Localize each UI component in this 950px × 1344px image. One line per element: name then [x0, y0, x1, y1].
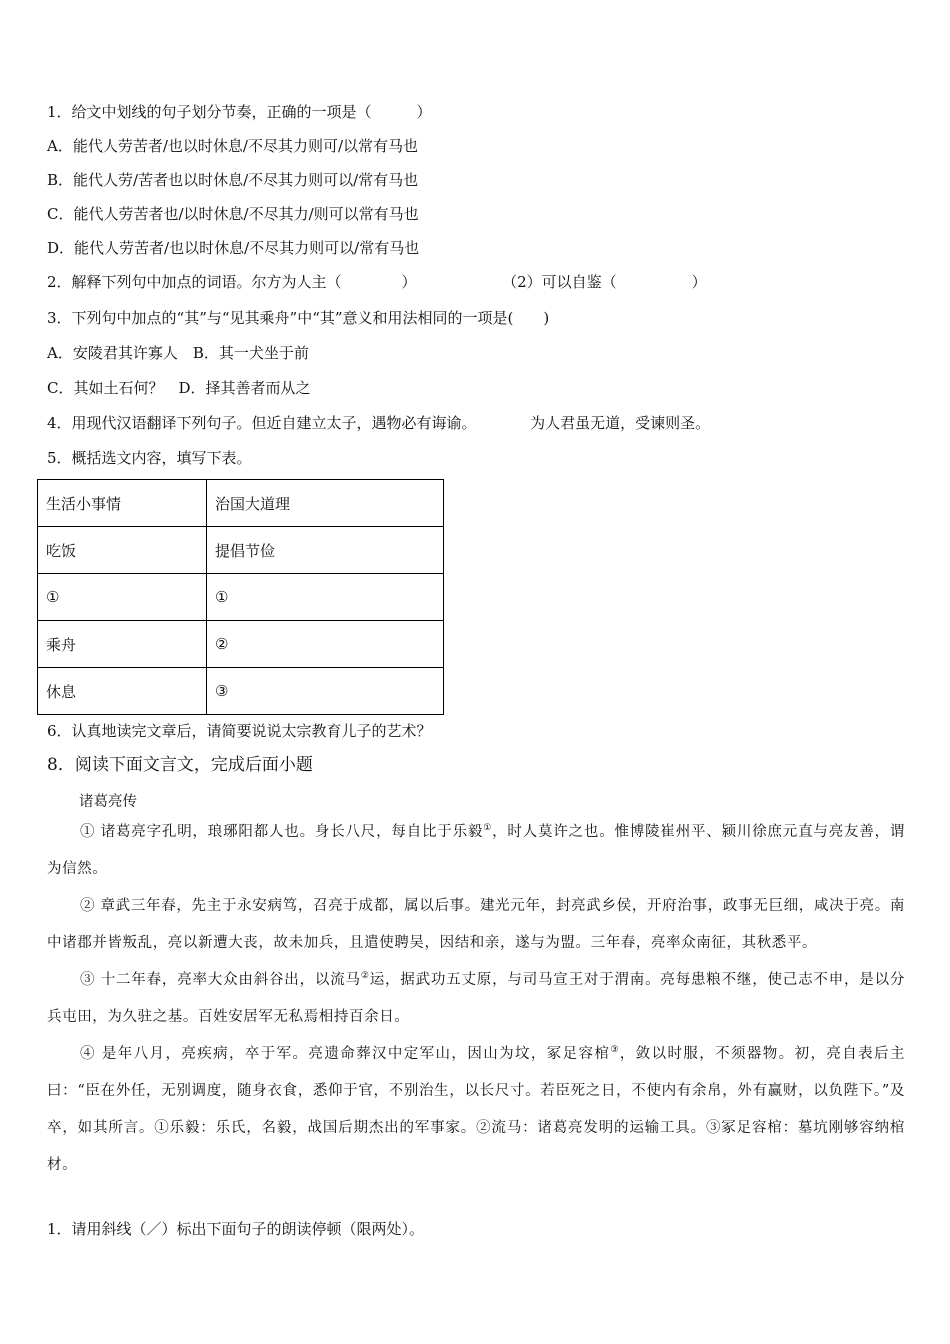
table-cell: 治国大道理	[207, 480, 444, 527]
table-cell: 生活小事情	[38, 480, 207, 527]
table-cell: ①	[207, 574, 444, 621]
question-1-stem: 1．给文中划线的句子划分节奏，正确的一项是（ ）	[47, 103, 432, 121]
question-4-part-1: 4．用现代汉语翻译下列句子。但近自建立太子，遇物必有诲谕。	[47, 414, 477, 432]
question-3-options-row-1: A．安陵君其许寡人 B．其一犬坐于前	[47, 344, 309, 362]
summary-table	[37, 479, 444, 715]
passage-title: 诸葛亮传	[79, 794, 137, 810]
table-row	[38, 480, 444, 527]
table-cell: 乘舟	[38, 621, 207, 668]
question-1-option-d: D．能代人劳苦者/也以时休息/不尽其力则可以/常有马也	[47, 239, 420, 257]
question-1-option-a: A．能代人劳苦者/也以时休息/不尽其力则可/以常有马也	[47, 137, 418, 155]
question-6-stem: 6．认真地读完文章后，请简要说说太宗教育儿子的艺术？	[47, 722, 432, 740]
passage-paragraph-2: ② 章武三年春，先主于永安病笃，召亮于成都，属以后事。建光元年，封亮武乡侯，开府治事，政事无巨细，咸决于亮。南中诸郡并皆叛乱，亮以新遭大丧，故未加兵，且遣使聘吴，因结和亲，遂与为盟。三年春，亮率众南征，其秋悉平。	[47, 898, 905, 951]
table-cell: 休息	[38, 668, 207, 715]
question-2-part-2: （2）可以自鉴（ ）	[502, 273, 707, 291]
table-cell: ②	[207, 621, 444, 668]
section-8-heading: 8．阅读下面文言文，完成后面小题	[47, 755, 313, 775]
table-row	[38, 668, 444, 715]
question-3-options-row-2: C．其如土石何？ D．择其善者而从之	[47, 379, 311, 397]
table-cell: ①	[38, 574, 207, 621]
passage-paragraph-3: ③ 十二年春，亮率大众由斜谷出，以流马②运，据武功五丈原，与司马宣王对于渭南。亮每患粮不继，使己志不申，是以分兵屯田，为久驻之基。百姓安居军无私焉相持百余日。	[47, 971, 905, 1025]
question-2	[47, 272, 707, 292]
table-row	[38, 527, 444, 574]
passage-paragraph-1: ① 诸葛亮字孔明，琅琊阳都人也。身长八尺，每自比于乐毅①，时人莫许之也。惟博陵崔州平、颍川徐庶元直与亮友善，谓为信然。	[47, 823, 905, 877]
question-1-option-b: B．能代人劳/苦者也以时休息/不尽其力则可以/常有马也	[47, 171, 419, 189]
question-3-stem: 3．下列句中加点的“其”与“见其乘舟”中“其”意义和用法相同的一项是( )	[47, 309, 550, 327]
table-cell: 吃饭	[38, 527, 207, 574]
table-cell: 提倡节俭	[207, 527, 444, 574]
passage-body	[47, 814, 905, 1184]
question-8-1-stem: 1．请用斜线（／）标出下面句子的朗读停顿（限两处）。	[47, 1220, 425, 1238]
passage-paragraph-4: ④ 是年八月，亮疾病，卒于军。亮遗命葬汉中定军山，因山为坟，冢足容棺③，敛以时服，不须器物。初，亮自表后主曰：“臣在外任，无别调度，随身衣食，悉仰于官，不别治生，以长尺寸。若臣死之日，不使内有余帛，外有赢财，以负陛下。”及卒，如其所言。①乐毅：乐氏，名毅，战国后期杰出的军事家。②流马：诸葛亮发明的运输工具。③冢足容棺：墓坑刚够容纳棺材。	[47, 1045, 905, 1173]
question-4-part-2: 为人君虽无道，受谏则圣。	[530, 414, 711, 432]
table-row	[38, 574, 444, 621]
table-cell: ③	[207, 668, 444, 715]
question-1-option-c: C．能代人劳苦者也/以时休息/不尽其力/则可以常有马也	[47, 205, 419, 223]
question-4	[47, 413, 710, 433]
question-2-part-1: 2．解释下列句中加点的词语。尔方为人主（ ）	[47, 273, 417, 291]
question-5-stem: 5．概括选文内容，填写下表。	[47, 449, 252, 467]
table-row	[38, 621, 444, 668]
